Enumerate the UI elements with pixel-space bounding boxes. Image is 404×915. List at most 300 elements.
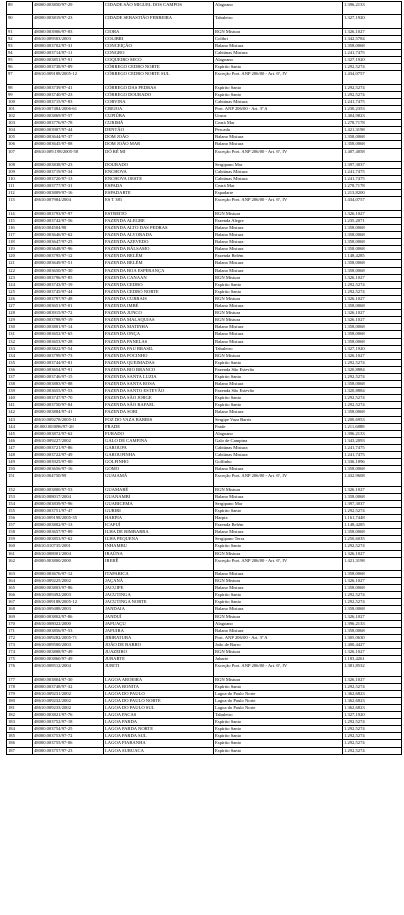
reference-base-cell: Port. ANP 206/00 - Art. 3º A	[214, 106, 343, 113]
field-name-cell: DOM JOÃO	[104, 134, 214, 141]
reference-base-cell: RGN Mistura	[214, 676, 343, 683]
row-number-cell: 130	[7, 324, 33, 331]
field-name-cell: FAZENDA SANTA LUZIA	[104, 373, 214, 380]
row-number-cell: 169	[7, 613, 33, 620]
field-name-cell: JIRIBATUBA	[104, 634, 214, 641]
field-name-cell: FAZENDA SÃO JORGE	[104, 395, 214, 402]
reference-base-cell: Ceará Mar	[214, 183, 343, 190]
table-row	[7, 106, 402, 113]
price-value-cell: 1.292,5274	[343, 373, 402, 380]
process-number-cell: 48000.003742/97-56	[33, 217, 104, 224]
field-name-cell: FAZENDA ALVORADA	[104, 232, 214, 239]
reference-base-cell: Espírito Santo	[214, 592, 343, 599]
price-value-cell: 1.358,0068	[343, 606, 402, 613]
price-value-cell: 1.241,7475	[343, 169, 402, 176]
row-number-cell: 175	[7, 656, 33, 663]
reference-base-cell: Fazenda Belém	[214, 253, 343, 260]
reference-base-cell: RGN Mistura	[214, 210, 343, 217]
field-name-cell: ENCHOVA OESTE	[104, 176, 214, 183]
process-number-cell: 48610.008017/2004	[33, 493, 104, 500]
field-name-cell: JAPUAÇU	[104, 620, 214, 627]
process-number-cell: 48000.003702/97-31	[33, 42, 104, 49]
price-value-cell: 1.358,0068	[343, 466, 402, 473]
fields-price-table	[6, 1, 402, 755]
table-row	[7, 550, 402, 557]
price-value-cell: 1.358,0068	[343, 303, 402, 310]
field-name-cell: JUBARTE	[104, 656, 214, 663]
row-number-cell: 129	[7, 317, 33, 324]
field-name-cell: LAGOA SURUACA	[104, 747, 214, 754]
reference-base-cell: Balano Mistura	[214, 331, 343, 338]
process-number-cell: 48000.003739/97-41	[33, 84, 104, 91]
row-number-cell: 136	[7, 366, 33, 373]
table-row	[7, 444, 402, 451]
table-row	[7, 613, 402, 620]
reference-base-cell: Espírito Santo	[214, 683, 343, 690]
row-number-cell: 93	[7, 42, 33, 49]
table-row	[7, 705, 402, 712]
table-row	[7, 416, 402, 423]
process-number-cell: 48000.003646/97-62	[33, 232, 104, 239]
table-row	[7, 253, 402, 260]
row-number-cell: 115	[7, 217, 33, 224]
table-row	[7, 452, 402, 459]
table-row	[7, 338, 402, 345]
price-value-cell: 1.292,5274	[343, 91, 402, 98]
process-number-cell: 48000.003657/97-89	[33, 529, 104, 536]
reference-base-cell: Espírito Santo	[214, 91, 343, 98]
table-row	[7, 634, 402, 641]
reference-base-cell: Balano Mistura	[214, 493, 343, 500]
row-number-cell: 155	[7, 507, 33, 514]
process-number-cell: 48000.003752/97-18	[33, 719, 104, 726]
field-name-cell: JACUIPE	[104, 585, 214, 592]
table-row	[7, 402, 402, 409]
row-number-cell: 90	[7, 15, 33, 28]
price-value-cell: 1.421,3198	[343, 127, 402, 134]
table-row	[7, 430, 402, 437]
field-name-cell: CONGRO	[104, 50, 214, 57]
field-name-cell: ICAPUÍ	[104, 522, 214, 529]
process-number-cell: 48000.003856/97-53	[33, 627, 104, 634]
field-name-cell: FAZENDA ONÇA	[104, 331, 214, 338]
process-number-cell: 48000.003648/97-96	[33, 246, 104, 253]
field-name-cell: CIOBA	[104, 28, 214, 35]
process-number-cell: 48610.009282/2005-71	[33, 634, 104, 641]
row-number-cell: 177	[7, 676, 33, 683]
field-name-cell: IRAÚNA	[104, 550, 214, 557]
table-row	[7, 352, 402, 359]
table-row	[7, 169, 402, 176]
reference-base-cell: Balano Mistura	[214, 232, 343, 239]
process-number-cell: 48000.003653/97-28	[33, 338, 104, 345]
reference-base-cell: Espírito Santo	[214, 281, 343, 288]
price-value-cell: 1.326,1027	[343, 28, 402, 35]
row-number-cell: 100	[7, 98, 33, 105]
table-row	[7, 15, 402, 28]
row-number-cell: 135	[7, 359, 33, 366]
row-number-cell: 143	[7, 416, 33, 423]
field-name-cell: FRADE	[104, 423, 214, 430]
price-value-cell: 1.327,1920	[343, 712, 402, 719]
row-number-cell: 145	[7, 430, 33, 437]
reference-base-cell: Ceará Mar	[214, 120, 343, 127]
row-number-cell: 94	[7, 50, 33, 57]
price-value-cell: 1.292,5274	[343, 64, 402, 71]
process-number-cell: 48000.003750/97-84	[33, 402, 104, 409]
table-row	[7, 331, 402, 338]
reference-base-cell: Colibri	[214, 35, 343, 42]
table-row	[7, 84, 402, 91]
process-number-cell: 48000.003650/97-30	[33, 267, 104, 274]
table-row	[7, 620, 402, 627]
price-value-cell: 1.358,0068	[343, 571, 402, 578]
process-number-cell: 48000.003745/97-44	[33, 288, 104, 295]
row-number-cell: 122	[7, 267, 33, 274]
process-number-cell: 48000.003850/97-29	[33, 2, 104, 15]
reference-base-cell: Espírito Santo	[214, 543, 343, 550]
price-value-cell: 1.397,3037	[343, 161, 402, 168]
field-name-cell: FAZENDA SÃO RAFAEL	[104, 402, 214, 409]
field-name-cell: FAZENDA CEDRO	[104, 281, 214, 288]
price-value-cell: 1.292,5274	[343, 592, 402, 599]
field-name-cell: ESPADARTE	[104, 190, 214, 197]
table-row	[7, 176, 402, 183]
row-number-cell: 89	[7, 2, 33, 15]
document-page	[6, 1, 400, 755]
price-value-cell: 1.320,8884	[343, 388, 402, 395]
field-name-cell: ILHA PEQUENA	[104, 536, 214, 543]
reference-base-cell: Balano Mistura	[214, 246, 343, 253]
reference-base-cell: Balano Mistura	[214, 134, 343, 141]
field-name-cell: FAZENDA BÁLSAMO	[104, 246, 214, 253]
table-row	[7, 98, 402, 105]
price-value-cell: 1.327,1920	[343, 57, 402, 64]
table-row	[7, 536, 402, 543]
field-name-cell: HARPIA	[104, 515, 214, 522]
field-name-cell: CREJOA	[104, 106, 214, 113]
table-row	[7, 141, 402, 148]
process-number-cell: 48610.008022/2000	[33, 620, 104, 627]
table-row	[7, 381, 402, 388]
price-value-cell: 1.434,0757	[343, 197, 402, 210]
price-value-cell: 1.230,2353	[343, 106, 402, 113]
row-number-cell: 99	[7, 91, 33, 98]
reference-base-cell: Cabiúnas Mistura	[214, 169, 343, 176]
process-number-cell: 48000.003645/97-08	[33, 141, 104, 148]
row-number-cell: 173	[7, 641, 33, 648]
table-row	[7, 388, 402, 395]
process-number-cell: 48000.003776/97-78	[33, 120, 104, 127]
process-number-cell: 48610.009488/2003	[33, 606, 104, 613]
row-number-cell: 127	[7, 303, 33, 310]
table-row	[7, 274, 402, 281]
field-name-cell: FAZENDA BELÉM	[104, 260, 214, 267]
row-number-cell: 160	[7, 543, 33, 550]
price-value-cell: 1.358,0068	[343, 267, 402, 274]
process-number-cell: 48000.003798/97-19	[33, 317, 104, 324]
table-row	[7, 641, 402, 648]
reference-base-cell: Balano Mistura	[214, 585, 343, 592]
row-number-cell: 126	[7, 295, 33, 302]
reference-base-cell: Espírito Santo	[214, 395, 343, 402]
price-value-cell: 1.326,1027	[343, 676, 402, 683]
reference-base-cell: Balano Mistura	[214, 381, 343, 388]
table-row	[7, 281, 402, 288]
table-row	[7, 423, 402, 430]
table-row	[7, 466, 402, 473]
row-number-cell: 183	[7, 719, 33, 726]
table-row	[7, 295, 402, 302]
field-name-cell: DÓ RÉ MI	[104, 148, 214, 161]
process-number-cell: 48610.009278/2005-11	[33, 416, 104, 423]
field-name-cell: LAGOA PARDA SUL	[104, 733, 214, 740]
price-value-cell: 1.326,1027	[343, 210, 402, 217]
field-name-cell: GUAIAMÁ	[104, 473, 214, 486]
process-number-cell: 48000.003652/97-65	[33, 331, 104, 338]
process-number-cell: 48000.003804/97-30	[33, 676, 104, 683]
reference-base-cell: Balano Mistura	[214, 324, 343, 331]
row-number-cell: 140	[7, 395, 33, 402]
row-number-cell: 139	[7, 388, 33, 395]
table-row	[7, 42, 402, 49]
field-name-cell: JUAZEIRO	[104, 649, 214, 656]
row-number-cell: 187	[7, 747, 33, 754]
table-row	[7, 161, 402, 168]
row-number-cell: 162	[7, 557, 33, 570]
reference-base-cell: RGN Mistura	[214, 578, 343, 585]
table-row	[7, 733, 402, 740]
process-number-cell: 48000.003655/97-53	[33, 388, 104, 395]
table-row	[7, 719, 402, 726]
reference-base-cell: Balano Mistura	[214, 409, 343, 416]
reference-base-cell: Tabuleiro	[214, 345, 343, 352]
row-number-cell: 179	[7, 690, 33, 697]
field-name-cell: FURADO	[104, 430, 214, 437]
table-row	[7, 571, 402, 578]
field-name-cell: LAGOA BONITA	[104, 683, 214, 690]
process-number-cell: 48000.003915/97-72	[33, 310, 104, 317]
table-row	[7, 740, 402, 747]
field-name-cell: DENTÃO	[104, 127, 214, 134]
table-row	[7, 493, 402, 500]
reference-base-cell: Exceção Port. ANP 206/00 - Art. 6º, IV	[214, 197, 343, 210]
price-value-cell: 1.235,2071	[343, 217, 402, 224]
price-value-cell: 1.400,4427	[343, 641, 402, 648]
process-number-cell: 48000.003821/97-76	[33, 712, 104, 719]
price-value-cell: 1.342,5784	[343, 35, 402, 42]
reference-base-cell: RGN Mistura	[214, 649, 343, 656]
table-row	[7, 317, 402, 324]
table-row	[7, 120, 402, 127]
process-number-cell: 48000.003822/97-54	[33, 345, 104, 352]
reference-base-cell: Balano Mistura	[214, 529, 343, 536]
price-value-cell: 1.211,6888	[343, 423, 402, 430]
field-name-cell: CÓRREGO DAS PEDRAS	[104, 84, 214, 91]
reference-base-cell: Exceção Port. ANP 206/00 - Art. 6º, IV	[214, 71, 343, 84]
reference-base-cell: Balano Mistura	[214, 466, 343, 473]
reference-base-cell: Espírito Santo	[214, 733, 343, 740]
process-number-cell: 48610.009225/2002	[33, 578, 104, 585]
field-name-cell: CUPIÚBA	[104, 113, 214, 120]
price-value-cell: 1.362,6823	[343, 705, 402, 712]
field-name-cell: ENCHOVA	[104, 169, 214, 176]
process-number-cell: 48000.003800/97-53	[33, 486, 104, 493]
row-number-cell: 141	[7, 402, 33, 409]
row-number-cell: 104	[7, 127, 33, 134]
row-number-cell: 161	[7, 550, 33, 557]
process-number-cell: 48000.003838/97-23	[33, 161, 104, 168]
reference-base-cell: Balano Mistura	[214, 239, 343, 246]
reference-base-cell: Harpia	[214, 515, 343, 522]
reference-base-cell: Sergipano Mar	[214, 161, 343, 168]
reference-base-cell: Balano Mistura	[214, 627, 343, 634]
price-value-cell: 1.326,1027	[343, 310, 402, 317]
process-number-cell: 48610.009198/2005-35	[33, 515, 104, 522]
field-name-cell: CÓRREGO DOURADO	[104, 91, 214, 98]
process-number-cell: 48610.009492/2003	[33, 592, 104, 599]
field-name-cell: FAZENDA AZEVEDO	[104, 239, 214, 246]
price-value-cell: 1.278,7178	[343, 183, 402, 190]
price-value-cell: 1.326,1027	[343, 352, 402, 359]
process-number-cell: 48000.003869/97-57	[33, 113, 104, 120]
row-number-cell: 112	[7, 190, 33, 197]
field-name-cell: FOZ DO VAZA BARRIS	[104, 416, 214, 423]
field-name-cell: FAZENDA MALAQUIAS	[104, 317, 214, 324]
field-name-cell: CÓRREGO CEDRO NORTE SUL	[104, 71, 214, 84]
field-name-cell: LAGOA DO PAULO	[104, 690, 214, 697]
process-number-cell: 48000.003719/97-34	[33, 169, 104, 176]
row-number-cell: 164	[7, 578, 33, 585]
process-number-cell: 48000.003906/97-83	[33, 28, 104, 35]
table-row	[7, 373, 402, 380]
field-name-cell: IRERÊ	[104, 557, 214, 570]
price-value-cell: 1.358,0068	[343, 529, 402, 536]
table-row	[7, 522, 402, 529]
process-number-cell: 48610.009503/2003	[33, 35, 104, 42]
field-name-cell: COQUEIRO SECO	[104, 57, 214, 64]
table-row	[7, 409, 402, 416]
price-value-cell: 1.326,1027	[343, 295, 402, 302]
price-value-cell: 1.161,7448	[343, 515, 402, 522]
table-row	[7, 676, 402, 683]
reference-base-cell: Cabiúnas Mistura	[214, 50, 343, 57]
price-value-cell: 1.396,2133	[343, 430, 402, 437]
field-name-cell: LAGOA DO PAULO NORTE	[104, 697, 214, 704]
table-row	[7, 225, 402, 232]
field-name-cell: FAZENDA BELÉM	[104, 253, 214, 260]
reference-base-cell: Espírito Santo	[214, 747, 343, 754]
reference-base-cell: Fazenda Alegre	[214, 217, 343, 224]
price-value-cell: 1.358,0068	[343, 134, 402, 141]
table-row	[7, 239, 402, 246]
reference-base-cell: Jubarte	[214, 656, 343, 663]
table-row	[7, 303, 402, 310]
process-number-cell: 48000.003796/97-85	[33, 274, 104, 281]
process-number-cell: 48000.003654/97-91	[33, 366, 104, 373]
process-number-cell: 48000.003802/97-86	[33, 613, 104, 620]
row-number-cell: 134	[7, 352, 33, 359]
price-value-cell: 1.404,9823	[343, 113, 402, 120]
reference-base-cell: Balano Mistura	[214, 260, 343, 267]
process-number-cell: 48000.003925/97-00	[33, 459, 104, 466]
reference-base-cell: Fazenda Belém	[214, 522, 343, 529]
reference-base-cell: Espírito Santo	[214, 726, 343, 733]
price-value-cell: 1.326,1027	[343, 550, 402, 557]
process-number-cell: 48610.007984/2004	[33, 197, 104, 210]
row-number-cell: 166	[7, 592, 33, 599]
row-number-cell: 147	[7, 444, 33, 451]
process-number-cell: 48000.003799/97-73	[33, 352, 104, 359]
process-number-cell: 48610.009233/2002	[33, 705, 104, 712]
price-value-cell: 1.381,8532	[343, 663, 402, 676]
price-value-cell: 1.358,0068	[343, 324, 402, 331]
table-row	[7, 473, 402, 486]
field-name-cell: CIDADE SÃO MIGUEL DOS CAMPOS	[104, 2, 214, 15]
row-number-cell: 92	[7, 35, 33, 42]
field-name-cell: COLIBRI	[104, 35, 214, 42]
table-row	[7, 35, 402, 42]
reference-base-cell: Alagoano	[214, 430, 343, 437]
price-value-cell: 1.327,1920	[343, 15, 402, 28]
reference-base-cell: Tabuleiro	[214, 712, 343, 719]
table-row	[7, 656, 402, 663]
process-number-cell: 48000.003755/97-06	[33, 740, 104, 747]
process-number-cell: 48000.003800/2000	[33, 557, 104, 570]
process-number-cell: 48000.003747/97-70	[33, 395, 104, 402]
price-value-cell: 1.326,1027	[343, 649, 402, 656]
process-number-cell: 48000.003801/97-14	[33, 324, 104, 331]
row-number-cell: 178	[7, 683, 33, 690]
process-number-cell: 48610.007484/2006-61	[33, 106, 104, 113]
price-value-cell: 1.241,7475	[343, 452, 402, 459]
process-number-cell: 48000.003793/97-97	[33, 210, 104, 217]
field-name-cell: CIDADE SEBASTIÃO FERREIRA	[104, 15, 214, 28]
reference-base-cell: Exceção Port. ANP 206/00 - Art. 6º, IV	[214, 148, 343, 161]
field-name-cell: JANDUÍ	[104, 613, 214, 620]
price-value-cell: 1.432,9608	[343, 473, 402, 486]
field-name-cell: LAGOA PARDA	[104, 719, 214, 726]
field-name-cell: LAGOA AROEIRA	[104, 676, 214, 683]
price-value-cell: 1.292,5274	[343, 281, 402, 288]
price-value-cell: 1.358,0068	[343, 246, 402, 253]
price-value-cell: 1.250,6035	[343, 536, 402, 543]
row-number-cell: 156	[7, 515, 33, 522]
price-value-cell: 1.241,7475	[343, 98, 402, 105]
process-number-cell: 48610.009188/2005-12	[33, 599, 104, 606]
process-number-cell: 48000.003748/97-32	[33, 683, 104, 690]
reference-base-cell: Port. ANP 206/00 - Art. 3º A	[214, 634, 343, 641]
row-number-cell: 150	[7, 466, 33, 473]
process-number-cell: 48000.003715/97-83	[33, 98, 104, 105]
field-name-cell: INHAMBU	[104, 543, 214, 550]
price-value-cell: 1.358,0068	[343, 42, 402, 49]
field-name-cell: ESTREITO	[104, 210, 214, 217]
row-number-cell: 171	[7, 627, 33, 634]
reference-base-cell: Alagoano	[214, 57, 343, 64]
field-name-cell: CONCEIÇÃO	[104, 42, 214, 49]
row-number-cell: 181	[7, 705, 33, 712]
process-number-cell: 48000.003753/97-72	[33, 733, 104, 740]
price-value-cell: 1.292,5274	[343, 507, 402, 514]
row-number-cell: 105	[7, 134, 33, 141]
reference-base-cell: RGN Mistura	[214, 28, 343, 35]
table-row	[7, 64, 402, 71]
process-number-cell: 48610.009232/2002	[33, 697, 104, 704]
row-number-cell: 146	[7, 437, 33, 444]
reference-base-cell: Espírito Santo	[214, 64, 343, 71]
row-number-cell: 117	[7, 232, 33, 239]
